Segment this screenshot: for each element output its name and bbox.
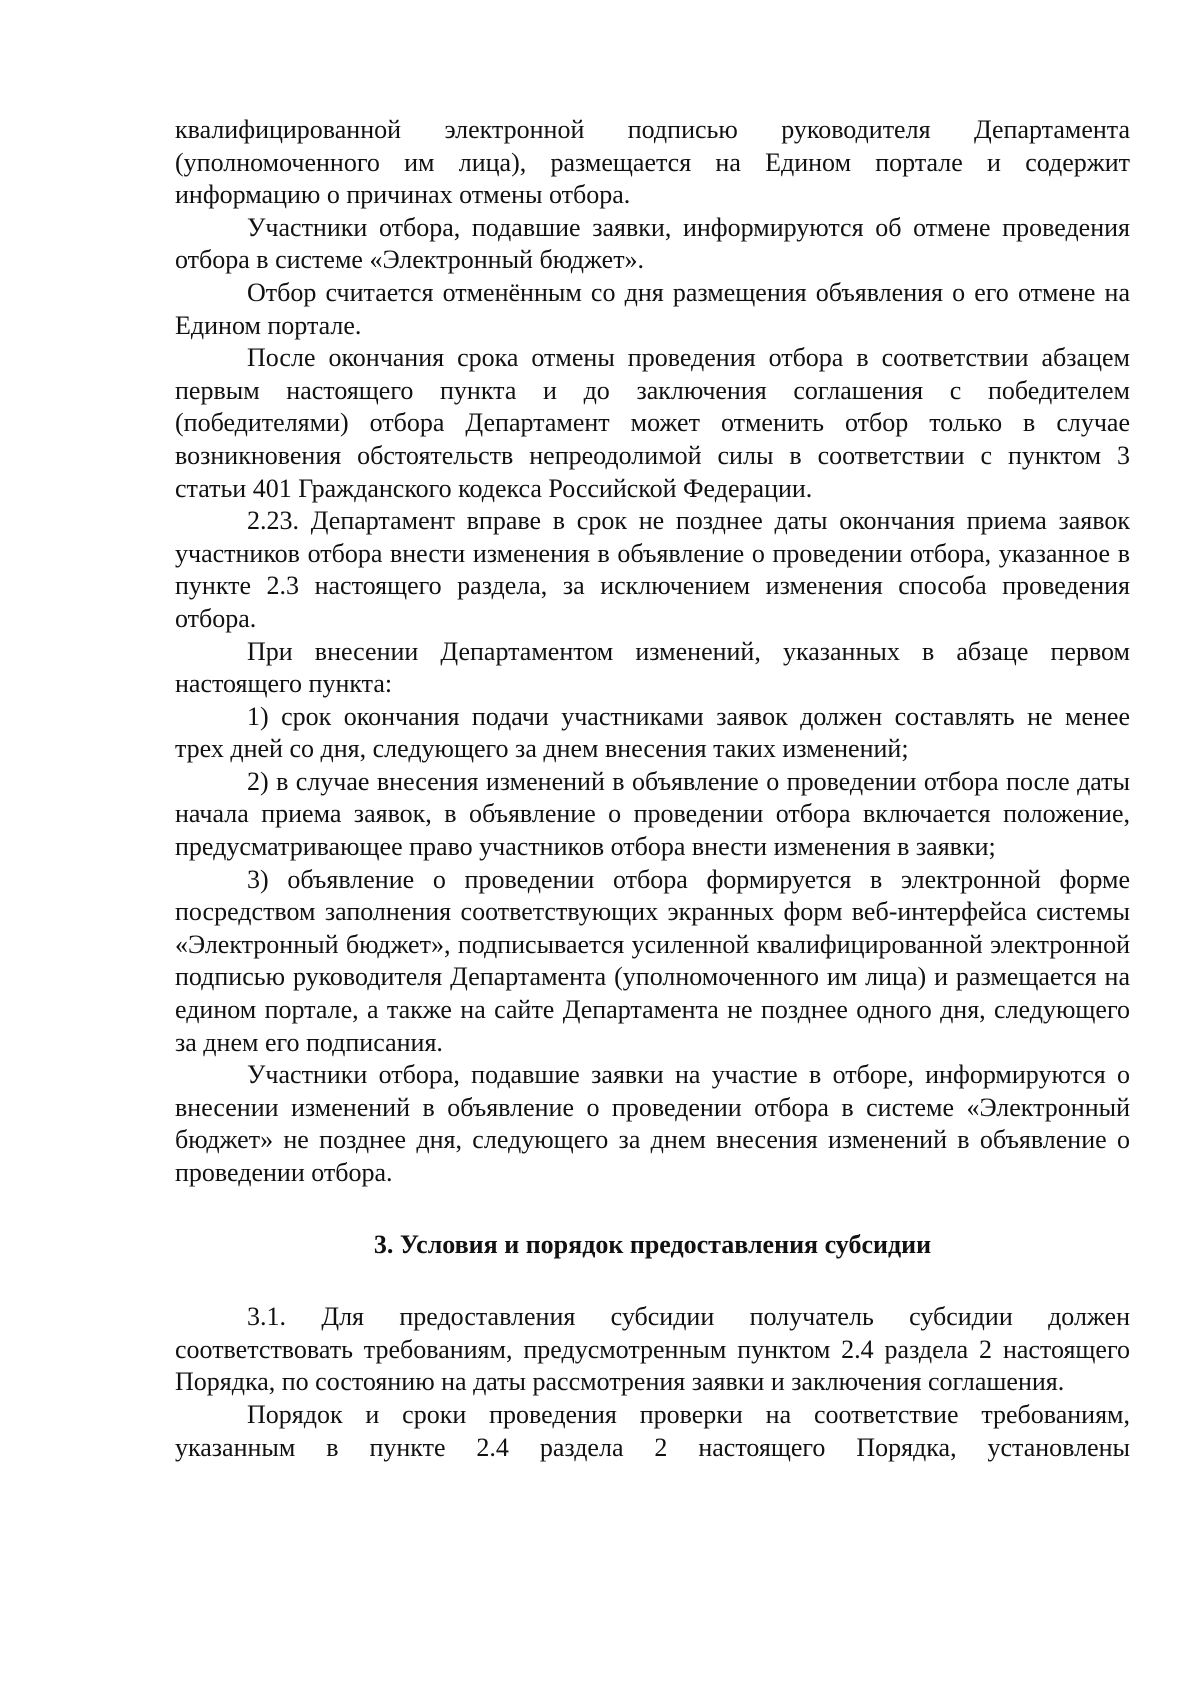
paragraph: Порядок и сроки проведения проверки на соответствие требованиям, указанным в пункте 2.4 раздела 2 настоящего Порядка, установлены — [175, 1399, 1130, 1462]
document-body — [175, 114, 1130, 1464]
paragraph: Участники отбора, подавшие заявки, информируются об отмене проведения отбора в системе «Электронный бюджет». — [175, 212, 1130, 275]
paragraph: При внесении Департаментом изменений, указанных в абзаце первом настоящего пункта: — [175, 636, 1130, 699]
paragraph: Участники отбора, подавшие заявки на участие в отборе, информируются о внесении изменений в объявление о проведении отбора в системе «Электронный бюджет» не позднее дня, следующего за днем внесения изменений в объявление о проведении отбора. — [175, 1060, 1130, 1187]
section-heading: 3. Условия и порядок предоставления субсидии — [373, 1229, 932, 1259]
paragraph: квалифицированной электронной подписью руководителя Департамента (уполномоченного им лица), размещается на Едином портале и содержит информацию о причинах отмены отбора. — [175, 115, 1130, 210]
paragraph: 3) объявление о проведении отбора формируется в электронной форме посредством заполнения соответствующих экранных форм веб-интерфейса системы «Электронный бюджет», подписывается усиленной квалифицированной электронной подписью руководителя Департамента (уполномоченного им лица) и размещается на едином портале, а также на сайте Департамента не позднее одного дня, следующего за днем его подписания. — [175, 864, 1130, 1057]
paragraph: 2) в случае внесения изменений в объявление о проведении отбора после даты начала приема заявок, в объявление о проведении отбора включается положение, предусматривающее право участников отбора внести изменения в заявки; — [175, 766, 1130, 862]
paragraph: Отбор считается отменённым со дня размещения объявления о его отмене на Едином портале. — [175, 277, 1130, 340]
paragraph: 2.23. Департамент вправе в срок не позднее даты окончания приема заявок участников отбора внести изменения в объявление о проведении отбора, указанное в пункте 2.3 настоящего раздела, за исключением изменения способа проведения отбора. — [175, 506, 1130, 633]
paragraph: После окончания срока отмены проведения отбора в соответствии абзацем первым настоящего пункта и до заключения соглашения с победителем (победителями) отбора Департамент может отменить отбор только в случае возникновения обстоятельств непреодолимой силы в соответствии с пунктом 3 статьи 401 Гражданского кодекса Российской Федерации. — [175, 343, 1130, 503]
paragraph: 1) срок окончания подачи участниками заявок должен составлять не менее трех дней со дня, следующего за днем внесения таких изменений; — [175, 701, 1130, 764]
paragraph: 3.1. Для предоставления субсидии получатель субсидии должен соответствовать требованиям, предусмотренным пунктом 2.4 раздела 2 настоящего Порядка, по состоянию на даты рассмотрения заявки и заключения соглашения. — [175, 1302, 1130, 1397]
